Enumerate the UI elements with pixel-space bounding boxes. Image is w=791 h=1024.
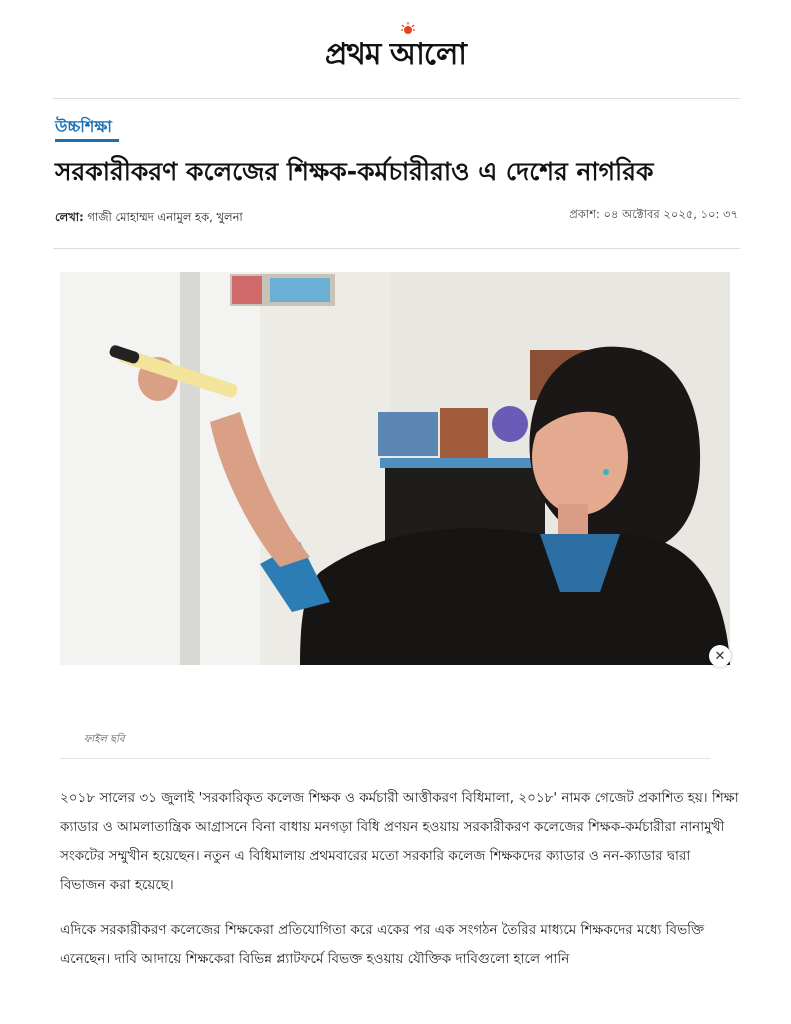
close-icon: ✕ (714, 648, 726, 664)
caption-divider (60, 758, 710, 759)
byline-author: গাজী মোহাম্মদ এনামুল হক, খুলনা (87, 210, 243, 224)
photo-padding (60, 665, 730, 720)
article-paragraph: ২০১৮ সালের ৩১ জুলাই 'সরকারিকৃত কলেজ শিক্ষক ও কর্মচারী আত্তীকরণ বিধিমালা, ২০১৮' নামক গেজেট প্রকাশিত হয়। শিক্ষা ক্যাডার ও আমলাতান্ত্রিক আগ্রাসনে বিনা বাধায় মনগড়া বিধি প্রণয়ন হওয়ায় সরকারীকরণ কলেজের শিক্ষক-কর্মচারীরা নানামুখী সংকটের সম্মুখীন হয়েছেন। নতুন এ বিধিমালায় প্রথমবারের মতো সরকারি কলেজ শিক্ষকদের ক্যাডার ও নন-ক্যাডার দ্বারা বিভাজন করা হয়েছে। (60, 790, 739, 893)
section-underline (55, 139, 119, 142)
header-divider (53, 98, 740, 99)
logo-sun-icon (401, 22, 415, 36)
article-headline: সরকারীকরণ কলেজের শিক্ষক-কর্মচারীরাও এ দেশের নাগরিক (55, 157, 654, 186)
close-photo-button[interactable] (709, 645, 731, 667)
meta-divider (53, 248, 740, 249)
site-logo[interactable] (325, 30, 466, 81)
article-photo (60, 272, 730, 665)
published-date: প্রকাশ: ০৪ অক্টোবর ২০২৫, ১০: ৩৭ (569, 207, 738, 221)
masthead (0, 30, 791, 80)
logo-text: প্রথম আলো (324, 36, 467, 72)
article-paragraph: এদিকে সরকারীকরণ কলেজের শিক্ষকেরা প্রতিযোগিতা করে একের পর এক সংগঠন তৈরির মাধ্যমে শিক্ষকদের মধ্যে বিভক্তি এনেছেন। দাবি আদায়ে শিক্ষকেরা বিভিন্ন প্ল্যাটফর্মে বিভক্ত হওয়ায় যৌক্তিক দাবিগুলো হালে পানি (60, 922, 705, 967)
byline (55, 209, 243, 228)
photo-caption: ফাইল ছবি (84, 734, 125, 745)
byline-label: লেখা: (55, 210, 84, 224)
photo-illustration (60, 272, 730, 665)
section-link[interactable]: উচ্চশিক্ষা (55, 117, 112, 136)
